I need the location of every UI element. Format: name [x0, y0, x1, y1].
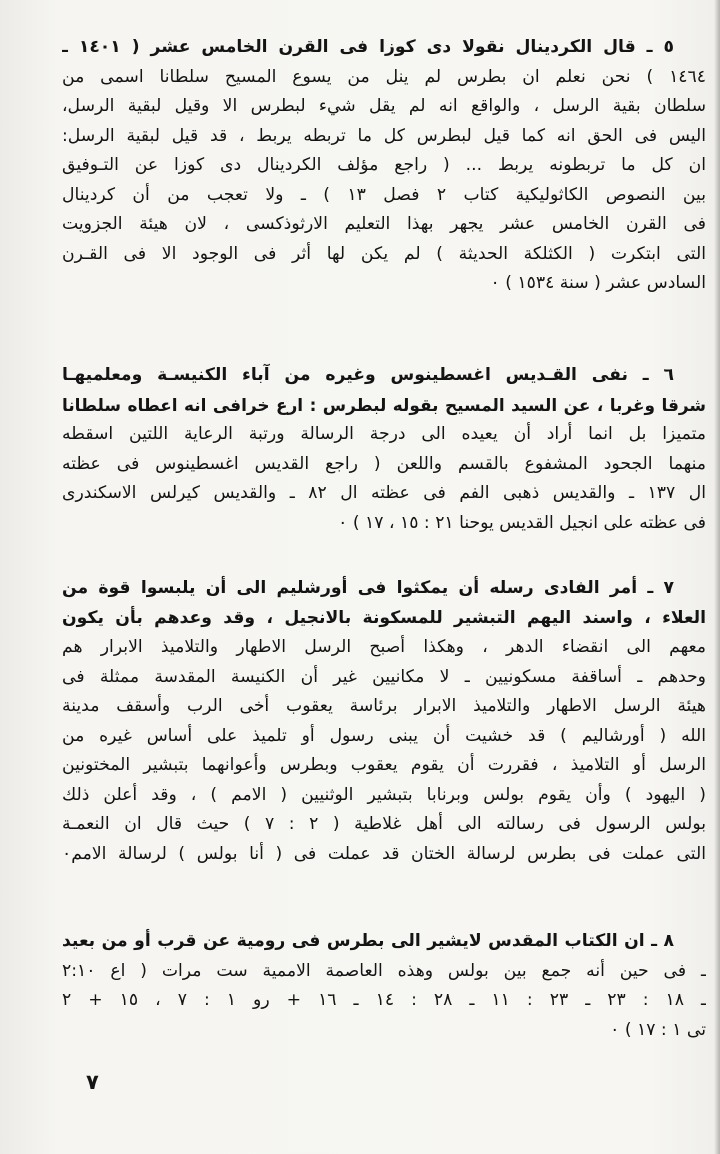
paragraph-line: العلاء ، واسند اليهم التبشير للمسكونة بالانجيل ، وقد وعدهم بأن يكون [62, 607, 706, 628]
paragraph-line: ـ ١٨ : ٢٣ ـ ٢٣ : ١١ ـ ٢٨ : ١٤ ـ ١٦ + رو ١ : ٧ ، ١٥ + ٢ [62, 990, 706, 1010]
paragraph-line: شرقا وغربا ، عن السيد المسيح بقوله لبطرس : ارع خرافى انه اعطاه سلطانا [62, 394, 706, 415]
paragraph-6 [62, 361, 706, 538]
paragraph-line: سلطان بقية الرسل ، والواقع انه لم يقل شيء لبطرس الا وقيل لبقية الرسل، [62, 96, 706, 116]
paragraph-line: هيئة الرسل الاطهار والتلاميذ الابرار برئاسة يعقوب أخى الرب وأسقف مدينة [62, 696, 706, 716]
paragraph-line: فى القرن الخامس عشر يجهر بهذا التعليم الارثوذكسى ، لان هيئة الجزويت [62, 214, 706, 234]
paragraph-line: ٦ ـ نفى القـديس اغسطينوس وغيره من آباء الكنيسـة ومعلميهـا [62, 365, 674, 385]
paragraph-line: بولس الرسول فى رسالته الى أهل غلاطية ( ٢ : ٧ ) حيث قال ان النعمـة [62, 814, 706, 834]
paragraph-line: التى عملت فى بطرس لرسالة الختان قد عملت فى ( أنا بولس ) لرسالة الامم٠ [62, 843, 706, 864]
paragraph-line: ال ١٣٧ ـ والقديس ذهبى الفم فى عظته ال ٨٢ ـ والقديس كيرلس الاسكندرى [62, 483, 706, 503]
paragraph-line: ٧ ـ أمر الفادى رسله أن يمكثوا فى أورشليم الى أن يلبسوا قوة من [62, 578, 674, 598]
paragraph-line: بين النصوص الكاثوليكية كتاب ٢ فصل ١٣ ) ـ ولا تعجب من أن كردينال [62, 184, 706, 205]
paragraph-line: فى عظته على انجيل القديس يوحنا ٢١ : ١٥ ، ١٧ ) ٠ [338, 512, 706, 533]
paragraph-line: اليس فى الحق انه كما قيل لبطرس كل ما تربطه يربط ، قد قيل لبقية الرسل: [62, 125, 706, 146]
paragraph-line: منهما الجحود المشفوع بالقسم واللعن ( راجع القديس اغسطينوس فى عظته [62, 453, 706, 474]
paragraph-line: التى ابتكرت ( الكثلكة الحديثة ) لم يكن لها أثر فى الوجود الا فى القـرن [62, 243, 706, 264]
paragraph-7 [62, 574, 706, 869]
paragraph-line: ٨ ـ ان الكتاب المقدس لايشير الى بطرس فى رومية عن قرب أو من بعيد [62, 931, 674, 951]
paragraph-line: متميزا بل انما أراد أن يعيده الى درجة الرسالة ورتبة الرعاية اللتين اسقطه [62, 424, 706, 444]
paragraph-line: الله ( أورشاليم ) قد خشيت أن يبنى رسول أو تلميذ على أساس غيره من [62, 725, 706, 746]
paragraph-line: ١٤٦٤ ) نحن نعلم ان بطرس لم ينل من يسوع المسيح سلطانا اسمى من [62, 66, 706, 87]
paragraph-line: الرسل أو التلاميذ ، فقررت أن يقوم يعقوب وبطرس وأعوانهما بتبشير المختونين [62, 755, 706, 775]
paragraph-8 [62, 927, 706, 1045]
paragraph-line: ٥ ـ قال الكردينال نقولا دى كوزا فى القرن الخامس عشر ( ١٤٠١ ـ [62, 37, 675, 57]
paragraph-line: وحدهم ـ أساقفة مسكونيين ـ لا مكانيين غير أن الكنيسة المقدسة ممثلة فى [62, 666, 706, 687]
page-number: ٧ [86, 1070, 99, 1094]
paragraph-line: معهم الى انقضاء الدهر ، وهكذا أصبح الرسل الاطهار والتلاميذ الابرار هم [62, 637, 706, 657]
paragraph-line: السادس عشر ( سنة ١٥٣٤ ) ٠ [490, 273, 706, 293]
paragraph-line: ان كل ما تربطونه يربط ... ( راجع مؤلف الكردينال دى كوزا عن التـوفيق [62, 155, 706, 175]
paragraph-line: ـ فى حين أنه جمع بين بولس وهذه العاصمة الاممية ست مرات ( اع ٢:١٠ [62, 960, 706, 981]
paragraph-5 [62, 33, 706, 299]
paragraph-line: ( اليهود ) وأن يقوم بولس وبرنابا بتبشير الوثنيين ( الامم ) ، وقد أعلن ذلك [62, 784, 706, 805]
paragraph-line: تى ١ : ١٧ ) ٠ [610, 1019, 706, 1040]
page-edge-shadow [714, 0, 720, 1154]
